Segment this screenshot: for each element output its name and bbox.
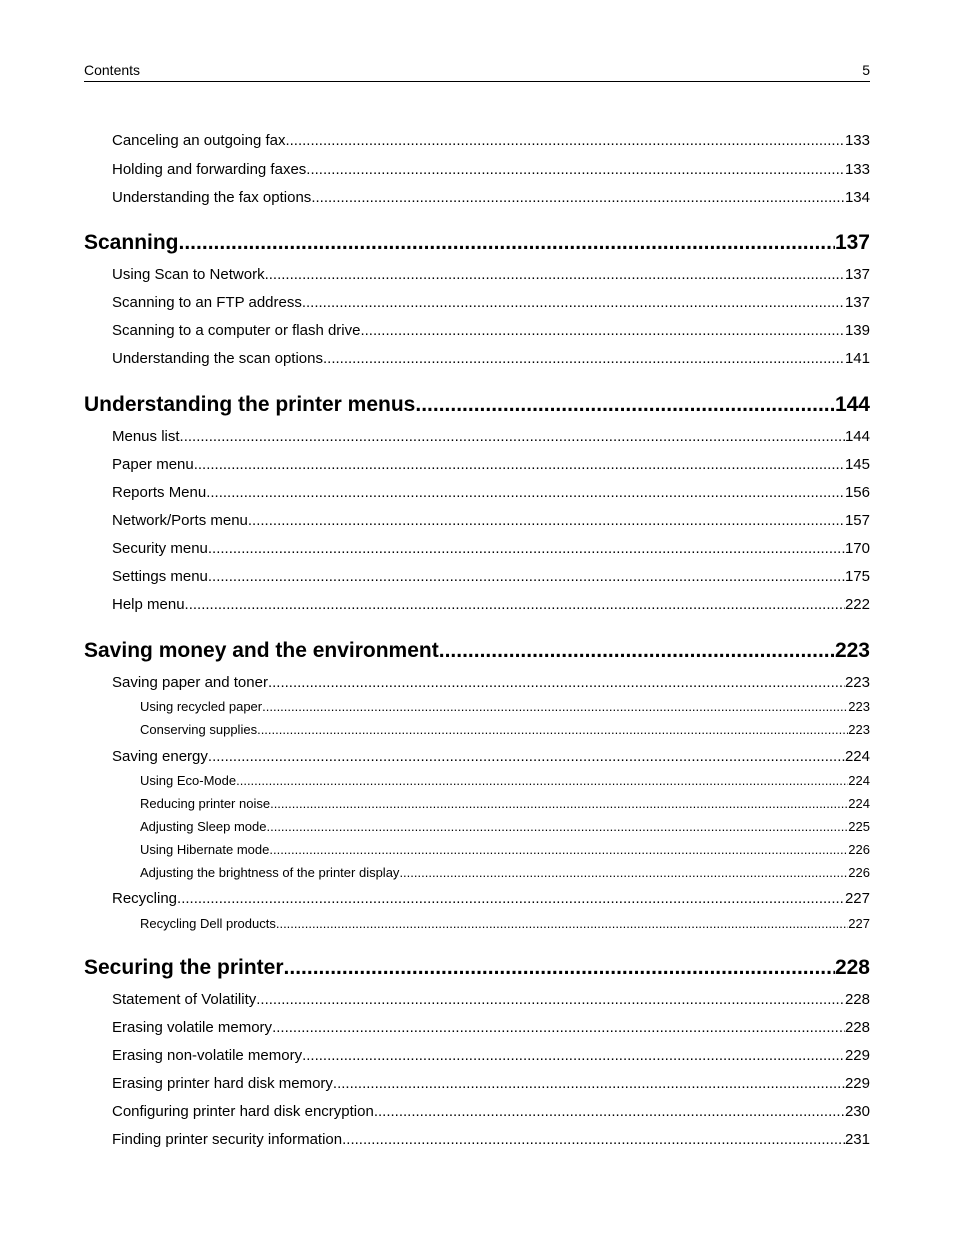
toc-entry-page: 133	[844, 161, 870, 178]
toc-entry-page: 156	[844, 484, 870, 501]
toc-entry-title: Understanding the scan options	[112, 350, 323, 367]
toc-entry-page: 157	[844, 512, 870, 529]
toc-leader	[208, 539, 845, 559]
toc-leader	[399, 864, 848, 881]
toc-leader	[257, 721, 848, 738]
toc-subentry[interactable]	[0, 795, 954, 812]
toc-subentry[interactable]	[0, 818, 954, 835]
toc-entry-title: Finding printer security information	[112, 1131, 343, 1148]
page-header	[84, 60, 870, 82]
toc-subentry-title: Adjusting the brightness of the printer display	[140, 865, 400, 880]
toc-entry[interactable]	[0, 293, 954, 313]
toc-entry-title: Canceling an outgoing fax	[112, 132, 286, 149]
toc-entry-title: Scanning to an FTP address	[112, 294, 302, 311]
toc-leader	[177, 889, 845, 909]
toc-entry-title: Scanning to a computer or flash drive	[112, 322, 361, 339]
toc-entry-page: 223	[844, 674, 870, 691]
toc-chapter-page: 144	[834, 393, 870, 416]
toc-chapter-title: Securing the printer	[84, 956, 284, 979]
toc-subentry-title: Reducing printer noise	[140, 796, 271, 811]
toc-entry-title: Help menu	[112, 596, 185, 613]
toc-leader	[439, 638, 835, 664]
toc-leader	[342, 1130, 845, 1150]
toc-entry-page: 229	[844, 1075, 870, 1092]
toc-leader	[185, 595, 845, 615]
toc-leader	[262, 698, 848, 715]
toc-entry-page: 139	[844, 322, 870, 339]
toc-leader	[270, 795, 848, 812]
toc-subentry-page: 223	[848, 722, 870, 737]
toc-entry[interactable]	[0, 483, 954, 503]
toc-entry[interactable]	[0, 160, 954, 180]
toc-entry-title: Security menu	[112, 540, 208, 557]
toc-subentry-page: 225	[848, 819, 870, 834]
toc-subentry-page: 226	[848, 842, 870, 857]
toc-entry-page: 137	[844, 294, 870, 311]
toc-subentry-page: 224	[848, 773, 870, 788]
toc-leader	[269, 841, 848, 858]
toc-subentry-title: Using recycled paper	[140, 699, 263, 714]
toc-entry-page: 227	[844, 890, 870, 907]
toc-entry[interactable]	[0, 1046, 954, 1066]
toc-subentry[interactable]	[0, 864, 954, 881]
toc-leader	[248, 511, 845, 531]
toc-chapter-title: Scanning	[84, 231, 179, 254]
toc-chapter[interactable]	[0, 392, 954, 418]
toc-subentry[interactable]	[0, 698, 954, 715]
toc-chapter-page: 137	[834, 231, 870, 254]
toc-leader	[276, 915, 848, 932]
toc-leader	[311, 188, 845, 208]
toc-entry[interactable]	[0, 131, 954, 151]
toc-leader	[333, 1074, 845, 1094]
toc-entry[interactable]	[0, 188, 954, 208]
toc-entry-page: 144	[844, 428, 870, 445]
toc-entry[interactable]	[0, 321, 954, 341]
toc-subentry-page: 227	[848, 916, 870, 931]
toc-entry-title: Menus list	[112, 428, 180, 445]
toc-chapter-title: Saving money and the environment	[84, 639, 439, 662]
toc-entry-title: Settings menu	[112, 568, 208, 585]
toc-entry-title: Recycling	[112, 890, 178, 907]
toc-subentry-title: Recycling Dell products	[140, 916, 276, 931]
toc-subentry-title: Conserving supplies	[140, 722, 258, 737]
toc-leader	[415, 392, 835, 418]
toc-leader	[306, 160, 845, 180]
toc-entry-page: 133	[844, 132, 870, 149]
toc-entry[interactable]	[0, 349, 954, 369]
toc-entry-page: 141	[844, 350, 870, 367]
toc-subentry-title: Using Eco-Mode	[140, 773, 237, 788]
toc-entry-title: Statement of Volatility	[112, 991, 257, 1008]
toc-entry[interactable]	[0, 455, 954, 475]
toc-chapter-title: Understanding the printer menus	[84, 393, 416, 416]
toc-entry-title: Saving paper and toner	[112, 674, 268, 691]
toc-leader	[268, 673, 845, 693]
toc-subentry-title: Using Hibernate mode	[140, 842, 270, 857]
toc-entry[interactable]	[0, 673, 954, 693]
toc-entry[interactable]	[0, 747, 954, 767]
toc-entry[interactable]	[0, 595, 954, 615]
toc-leader	[302, 1046, 845, 1066]
toc-subentry[interactable]	[0, 721, 954, 738]
toc-leader	[180, 427, 845, 447]
toc-entry[interactable]	[0, 889, 954, 909]
toc-entry[interactable]	[0, 990, 954, 1010]
toc-leader	[194, 455, 845, 475]
toc-subentry-page: 226	[848, 865, 870, 880]
toc-entry-title: Holding and forwarding faxes	[112, 161, 307, 178]
toc-leader	[285, 131, 845, 151]
toc-subentry[interactable]	[0, 772, 954, 789]
toc-entry-title: Network/Ports menu	[112, 512, 248, 529]
toc-leader	[266, 818, 848, 835]
toc-entry-title: Erasing printer hard disk memory	[112, 1075, 333, 1092]
toc-entry-page: 222	[844, 596, 870, 613]
toc-entry-page: 134	[844, 189, 870, 206]
toc-entry[interactable]	[0, 567, 954, 587]
toc-leader	[208, 747, 845, 767]
toc-leader	[302, 293, 845, 313]
toc-entry-title: Reports Menu	[112, 484, 207, 501]
toc-leader	[206, 483, 845, 503]
toc-entry[interactable]	[0, 427, 954, 447]
toc-entry-page: 228	[844, 991, 870, 1008]
toc-leader	[236, 772, 848, 789]
toc-subentry-page: 223	[848, 699, 870, 714]
toc-entry-page: 170	[844, 540, 870, 557]
toc-entry-page: 229	[844, 1047, 870, 1064]
toc-entry-page: 137	[844, 266, 870, 283]
toc-leader	[374, 1102, 845, 1122]
toc-entry-page: 231	[844, 1131, 870, 1148]
toc-entry-title: Saving energy	[112, 748, 208, 765]
toc-leader	[265, 265, 845, 285]
toc-entry-page: 228	[844, 1019, 870, 1036]
toc-entry-page: 230	[844, 1103, 870, 1120]
toc-entry[interactable]	[0, 1074, 954, 1094]
toc-entry-title: Paper menu	[112, 456, 194, 473]
toc-entry-title: Configuring printer hard disk encryption	[112, 1103, 374, 1120]
toc-chapter-page: 223	[834, 639, 870, 662]
toc-entry[interactable]	[0, 265, 954, 285]
toc-entry-page: 224	[844, 748, 870, 765]
toc-leader	[208, 567, 845, 587]
toc-entry-title: Erasing volatile memory	[112, 1019, 273, 1036]
toc-subentry[interactable]	[0, 841, 954, 858]
toc-leader	[323, 349, 845, 369]
toc-entry-title: Using Scan to Network	[112, 266, 265, 283]
toc-entry-title: Understanding the fax options	[112, 189, 312, 206]
toc-leader	[256, 990, 845, 1010]
toc-subentry-page: 224	[848, 796, 870, 811]
toc-entry[interactable]	[0, 1130, 954, 1150]
toc-chapter[interactable]	[0, 955, 954, 981]
toc-entry-title: Erasing non-volatile memory	[112, 1047, 303, 1064]
toc-subentry-title: Adjusting Sleep mode	[140, 819, 267, 834]
toc-leader	[284, 955, 835, 981]
toc-chapter-page: 228	[834, 956, 870, 979]
toc-entry-page: 145	[844, 456, 870, 473]
header-page-number: 5	[862, 62, 870, 78]
toc-leader	[360, 321, 845, 341]
toc-subentry[interactable]	[0, 915, 954, 932]
header-title: Contents	[84, 62, 141, 78]
toc-chapter[interactable]	[0, 638, 954, 664]
toc-entry[interactable]	[0, 1102, 954, 1122]
toc-leader	[272, 1018, 845, 1038]
toc-entry[interactable]	[0, 539, 954, 559]
toc-entry-page: 175	[844, 568, 870, 585]
toc-entry[interactable]	[0, 1018, 954, 1038]
toc-entry[interactable]	[0, 511, 954, 531]
toc-chapter[interactable]	[0, 230, 954, 256]
toc-leader	[179, 230, 835, 256]
